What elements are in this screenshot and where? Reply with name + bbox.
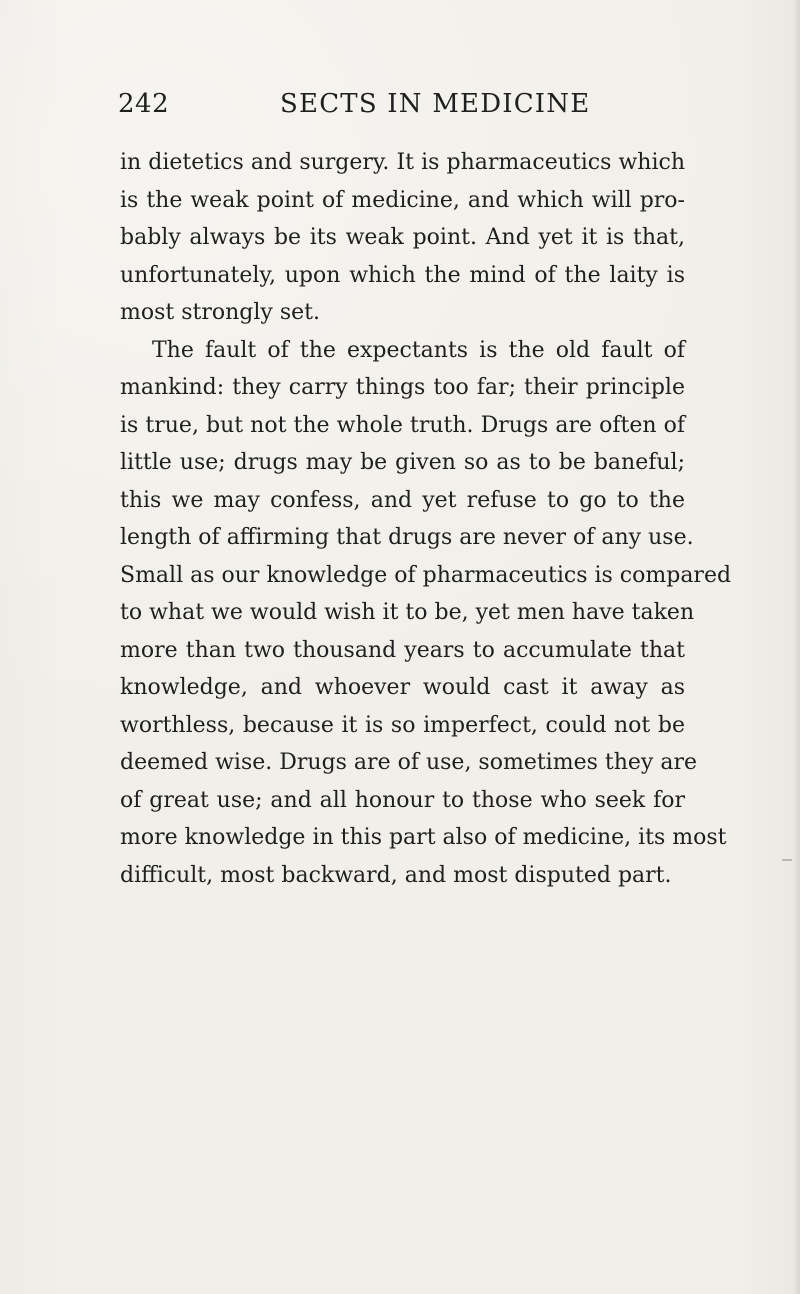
text-line: is true, but not the whole truth. Drugs are often of <box>120 412 685 438</box>
text-line: difficult, most backward, and most disputed part. <box>120 862 672 888</box>
text-line: to what we would wish it to be, yet men have taken <box>120 600 695 625</box>
text-line: of great use; and all honour to those who seek for <box>120 787 685 813</box>
page-edge-shadow <box>794 0 800 1294</box>
text-line: most strongly set. <box>120 300 320 325</box>
text-line: unfortunately, upon which the mind of the laity is <box>120 262 685 288</box>
text-line: bably always be its weak point. And yet it is that, <box>120 225 685 250</box>
text-line: little use; drugs may be given so as to be baneful; <box>120 450 685 475</box>
text-line: The fault of the expectants is the old fault of <box>152 337 685 363</box>
text-line: is the weak point of medicine, and which will pro- <box>120 187 685 213</box>
running-head <box>118 86 698 122</box>
text-line: this we may confess, and yet refuse to go to the <box>120 487 685 513</box>
text-line: worthless, because it is so imperfect, could not be <box>120 712 685 738</box>
page-body-text <box>120 144 732 894</box>
text-line: Small as our knowledge of pharmaceutics is compared <box>120 562 732 588</box>
margin-mark <box>782 859 792 861</box>
running-title: SECTS IN MEDICINE <box>280 89 591 119</box>
text-line: mankind: they carry things too far; their principle <box>120 375 685 400</box>
text-line: more knowledge in this part also of medicine, its most <box>120 825 727 850</box>
text-line: deemed wise. Drugs are of use, sometimes they are <box>120 750 697 775</box>
text-line: in dietetics and surgery. It is pharmaceutics which <box>120 150 685 175</box>
text-line: length of affirming that drugs are never of any use. <box>120 525 694 550</box>
text-line: knowledge, and whoever would cast it away as <box>120 675 685 700</box>
text-line: more than two thousand years to accumulate that <box>120 637 685 663</box>
page-number: 242 <box>118 89 170 119</box>
